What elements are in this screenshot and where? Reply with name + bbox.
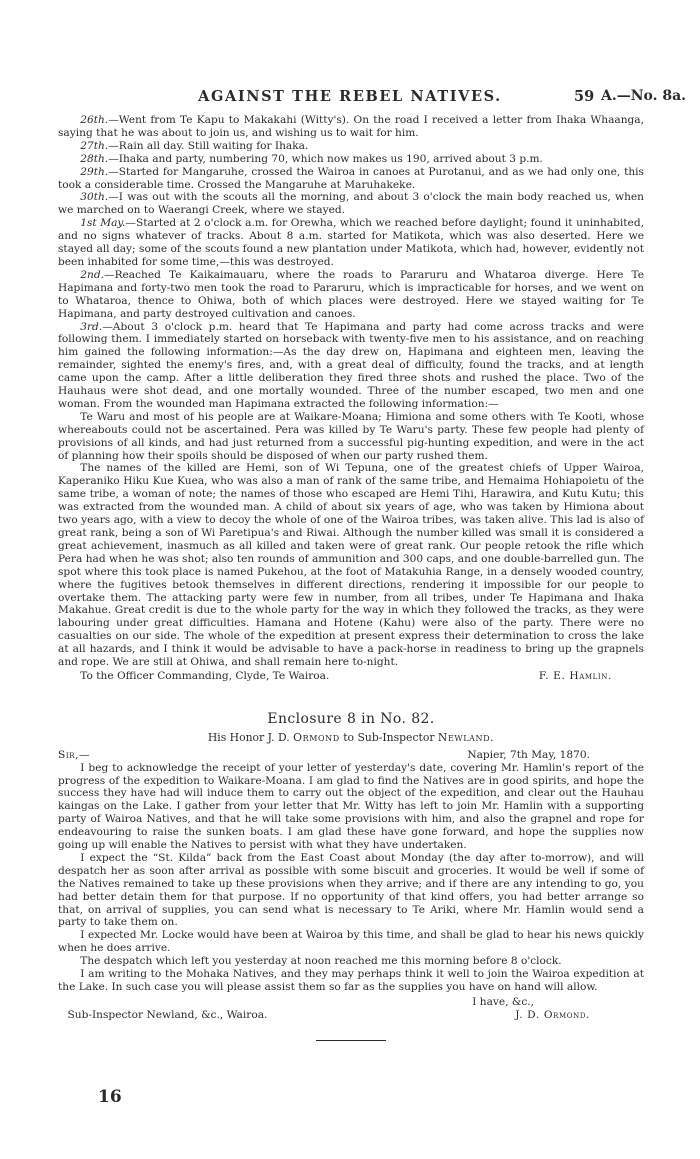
letter-paragraph: I am writing to the Mohaka Natives, and they may perhaps think it well to join the Wairoa expedition at the Lake. In such case you will please assist them so far as the supplies you have on hand will allow. (58, 968, 644, 993)
diary-date: 28th. (80, 152, 109, 165)
letter-paragraph: I beg to acknowledge the receipt of your letter of yesterday's date, covering Mr. Hamlin's report of the progress of the expedition to Waikare-Moana. I am glad to find the Natives are in good spirits, and hope the success they have had will induce them to carry out the object of the expedition, and clear out the Hauhau kaingas on the Lake. I gather from your letter that Mr. Witty has left to join Mr. Hamlin with a supporting party of Wairoa Natives, and that he will take some provisions with him, and also the grapnel and rope for endeavouring to raise the sunken boats. I am glad these have gone forward, and hope the supplies now going up will enable the Natives to persist with what they have undertaken. (58, 761, 644, 852)
diary-signature: F. E. Hamlin. (538, 669, 612, 682)
diary-date: 3rd. (80, 320, 103, 333)
running-header (0, 88, 700, 108)
page-number: 59 (574, 88, 595, 105)
diary-entry (58, 191, 644, 217)
letter-recipient: Sub-Inspector Newland, &c., Wairoa. (67, 1008, 268, 1021)
diary-date: 30th. (80, 191, 109, 204)
letter-paragraph: I expect the “St. Kilda” back from the East Coast about Monday (the day after to-morrow), and will despatch her as soon after arrival as possible with some biscuit and groceries. It would be well if some of the Natives remained to take up these provisions when they arrive; and if there are any intending to go, you had better detain them for that purpose. If no opportunity of that kind offers, you had better arrange so that, on arrival of supplies, you can send what is necessary to Te Ariki, where Mr. Hamlin would send a party to take them on. (58, 851, 644, 929)
letter-opening (58, 749, 644, 762)
letter-paragraph: I expected Mr. Locke would have been at Wairoa by this time, and shall be glad to hear his news quickly when he does arrive. (58, 929, 644, 955)
diary-text: —Rain all day. Still waiting for Ihaka. (108, 139, 309, 152)
diary-text: —Went from Te Kapu to Makakahi (Witty's). On the road I received a letter from Ihaka Whaanga, saying that he was about to join us, and wishing us to wait for him. (58, 114, 644, 139)
page-body (58, 114, 644, 1041)
diary-text: —About 3 o'clock p.m. heard that Te Hapimana and party had come across tracks and were following them. I immediately started on horseback with twenty-five men to his assistance, and on reaching him gained the following information:—As the day drew on, Hapimana and eighteen men, leaving the remainder, sighted the enemy's fires, and, with a great deal of difficulty, found the tracks, and at length came upon the camp. After a little deliberation they fired three shots and rushed the place. Two of the Hauhaus were shot dead, and one mortally wounded. Three of the number escaped, two men and one woman. From the wounded man Hapimana extracted the following information:— (58, 320, 644, 410)
diary-date: 29th. (80, 165, 109, 178)
letter-closing: I have, &c., (472, 995, 534, 1008)
diary-date: 27th. (80, 139, 109, 152)
subheading-from: Ormond (293, 730, 340, 744)
subheading-prefix: His Honor J. D. (207, 730, 294, 744)
diary-entry (58, 153, 644, 166)
letter-signoff (58, 1009, 644, 1022)
letter-signature: J. D. Ormond. (515, 1008, 590, 1021)
diary-entry (58, 321, 644, 411)
printer-signature-mark: 16 (98, 1087, 122, 1107)
diary-text: —Reached Te Kaikaimauaru, where the roads to Pararuru and Whataroa diverge. Here Te Hapimana and forty-two men took the road to Pararuru, which is impracticable for horses, and we went on to Whataroa, thence to Ohiwa, both of which places were destroyed. Here we stayed waiting for Te Hapimana, and party destroyed cultivation and canoes. (58, 268, 644, 320)
diary-text: —Started at 2 o'clock a.m. for Orewha, which we reached before daylight; found it uninhabited, and no signs whatever of tracks. About 8 a.m. started for Matikota, which was also deserted. Here we stayed all day; some of the scouts found a new plantation under Matikota, which had, however, evidently not been inhabited for some time,—this was destroyed. (58, 217, 644, 268)
letter-paragraph: The despatch which left you yesterday at noon reached me this morning before 8 o'clock. (80, 955, 562, 968)
subheading-mid: to Sub-Inspector (339, 730, 438, 744)
diary-addressee: To the Officer Commanding, Clyde, Te Wairoa. (80, 669, 330, 682)
diary-paragraph (58, 462, 644, 669)
diary-entry (58, 166, 644, 192)
enclosure-subheading (58, 732, 644, 745)
diary-entry (58, 217, 644, 269)
diary-text: The names of the killed are Hemi, son of Wi Tepuna, one of the greatest chiefs of Upper Wairoa, Kaperaniko Hiku Kue Kuea, who was also a man of rank of the same tribe, and Hemaima Hohiapoietu of the same tribe, a woman of note; the names of those who escaped are Hemi Tihi, Harawira, and Kutu Kutu; this was extracted from the wounded man. A child of about six years of age, who was taken by Himiona about two years ago, with a view to decoy the whole of one of the Wairoa tribes, was taken alive. This lad is also of great rank, being a son of Wi Paretipua's and Riwai. Although the number killed was small it is considered a great achievement, inasmuch as all killed and taken were of great rank. Our people retook the rifle which Pera had when he was shot; also ten rounds of ammunition and 300 caps, and one double-barrelled gun. The spot where this took place is named Pukehou, at the foot of Matakuhia Range, in a densely wooded country, where the fugitives betook themselves in different directions, rendering it impossible for our people to overtake them. The attacking party were few in number, from all tribes, under Te Hapimana and Ihaka Makahue. Great credit is due to the whole party for the way in which they followed the tracks, as they were labouring under great difficulties. Hamana and Hotene (Kahu) were also of the party. There were no casualties on our side. The whole of the expedition at present express their determination to cross the lake at all hazards, and I think it would be advisable to have a pack-horse in readiness to bring up the grapnels and rope. We are still at Ohiwa, and shall remain here to-night. (58, 462, 644, 669)
diary-date: 1st May. (80, 217, 126, 230)
diary-entry (58, 269, 644, 321)
enclosure-heading: Enclosure 8 in No. 82. (267, 710, 435, 727)
diary-text: —Started for Mangaruhe, crossed the Wairoa in canoes at Purotanui, and as we had only one, this took a considerable time. Crossed the Mangaruhe at Maruhakeke. (58, 165, 644, 191)
diary-section (58, 114, 644, 683)
diary-text: —Ihaka and party, numbering 70, which now makes us 190, arrived about 3 p.m. (108, 152, 543, 165)
page-title: AGAINST THE REBEL NATIVES. (198, 88, 502, 105)
end-rule (316, 1040, 386, 1041)
diary-text: —I was out with the scouts all the morning, and about 3 o'clock the main body reached us, when we marched on to Waerangi Creek, where we stayed. (58, 191, 644, 217)
diary-entry (58, 114, 644, 140)
diary-date: 26th. (80, 114, 109, 126)
diary-paragraph (58, 411, 644, 463)
subheading-to: Newland. (437, 730, 495, 744)
diary-entry (58, 140, 644, 153)
salutation: Sir,— (58, 748, 91, 761)
diary-date: 2nd. (80, 268, 104, 281)
document-reference: A.—No. 8a. (601, 88, 687, 104)
place-date: Napier, 7th May, 1870. (467, 748, 590, 761)
diary-signoff (58, 670, 644, 683)
diary-text: Te Waru and most of his people are at Waikare-Moana; Himiona and some others with Te Kooti, whose whereabouts could not be ascertained. Pera was killed by Te Waru's party. These few people had plenty of provisions of all kinds, and had just returned from a successful pig-hunting expedition, and were in the act of planning how their spoils should be disposed of when our party rushed them. (58, 410, 644, 462)
